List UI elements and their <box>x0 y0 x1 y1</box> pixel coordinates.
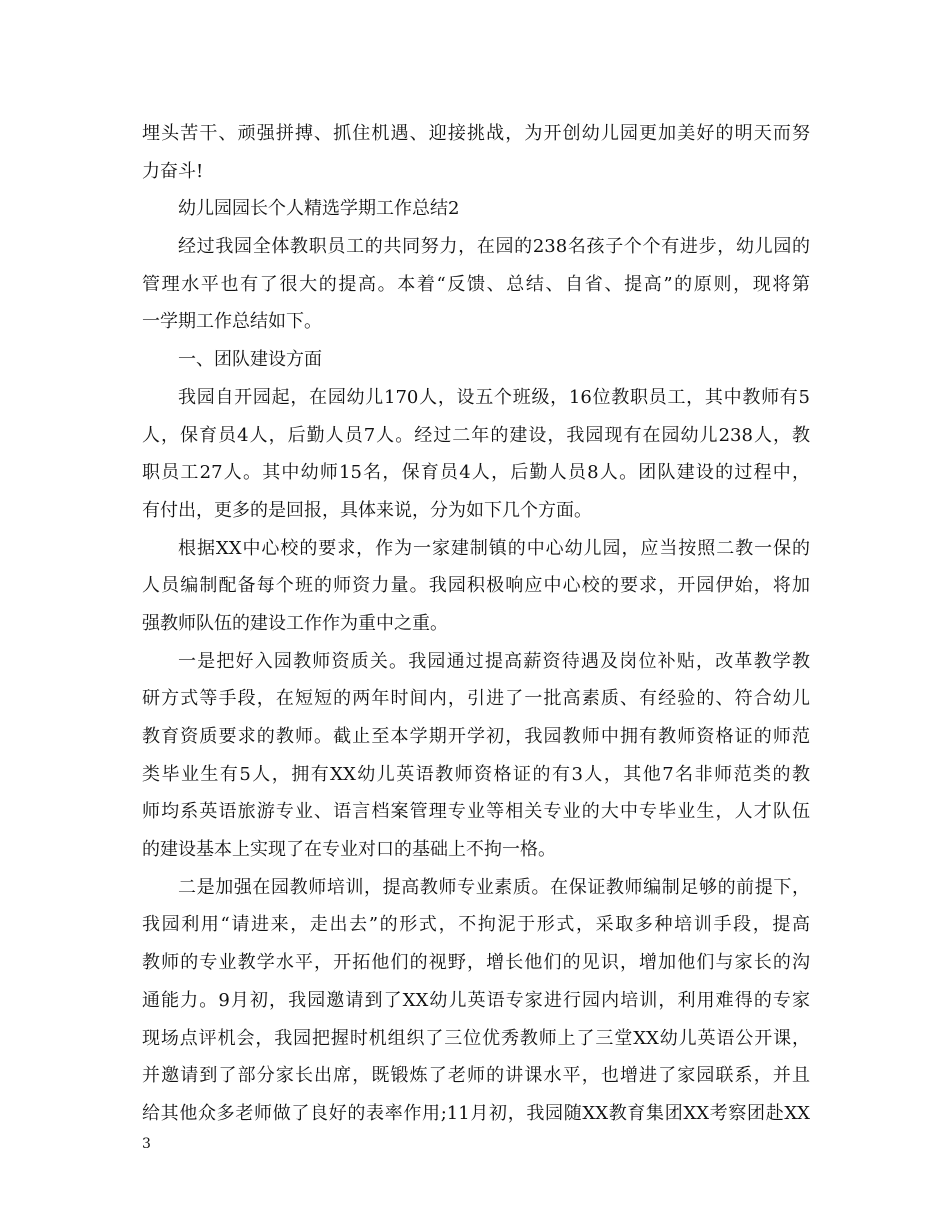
text-line: 力奋斗! <box>142 160 204 182</box>
text-line: 给其他众多老师做了良好的表率作用;11月初，我园随XX教育集团XX考察团赴XX <box>142 1102 810 1124</box>
section-heading: 一、团队建设方面 <box>178 349 322 371</box>
text-line: 有付出，更多的是回报，具体来说，分为如下几个方面。 <box>142 499 592 521</box>
text-line: 我园自开园起，在园幼儿170人，设五个班级，16位教职员工，其中教师有5 <box>178 386 810 408</box>
document-body <box>142 115 810 1133</box>
text-line: 类毕业生有5人，拥有XX幼儿英语教师资格证的有3人，其他7名非师范类的教 <box>142 763 810 785</box>
text-line: 强教师队伍的建设工作作为重中之重。 <box>142 612 448 634</box>
text-line: 经过我园全体教职员工的共同努力，在园的238名孩子个个有进步，幼儿园的 <box>178 236 810 258</box>
text-line: 通能力。9月初，我园邀请到了XX幼儿英语专家进行园内培训，利用难得的专家 <box>142 989 810 1011</box>
text-line: 教育资质要求的教师。截止至本学期开学初，我园教师中拥有教师资格证的师范 <box>142 726 810 747</box>
text-line: 职员工27人。其中幼师15名，保育员4人，后勤人员8人。团队建设的过程中， <box>142 462 810 484</box>
text-line: 研方式等手段，在短短的两年时间内，引进了一批高素质、有经验的、符合幼儿 <box>142 688 810 710</box>
text-line: 管理水平也有了很大的提高。本着“反馈、总结、自省、提高”的原则，现将第 <box>142 273 810 295</box>
text-line: 人，保育员4人，后勤人员7人。经过二年的建设，我园现有在园幼儿238人，教 <box>142 424 810 446</box>
text-line: 一是把好入园教师资质关。我园通过提高薪资待遇及岗位补贴，改革教学教 <box>178 650 810 672</box>
section-heading: 幼儿园园长个人精选学期工作总结2 <box>178 198 460 220</box>
text-line: 的建设基本上实现了在专业对口的基础上不拘一格。 <box>142 839 556 861</box>
text-line: 一学期工作总结如下。 <box>142 311 322 333</box>
text-line: 根据XX中心校的要求，作为一家建制镇的中心幼儿园，应当按照二教一保的 <box>178 537 810 559</box>
text-line: 教师的专业教学水平，开拓他们的视野，增长他们的见识，增加他们与家长的沟 <box>142 952 810 974</box>
text-line: 现场点评机会，我园把握时机组织了三位优秀教师上了三堂XX幼儿英语公开课， <box>142 1027 810 1049</box>
text-line: 埋头苦干、顽强拼搏、抓住机遇、迎接挑战，为开创幼儿园更加美好的明天而努 <box>142 123 810 144</box>
text-line: 并邀请到了部分家长出席，既锻炼了老师的讲课水平，也增进了家园联系，并且 <box>142 1065 810 1087</box>
text-line: 人员编制配备每个班的师资力量。我园积极响应中心校的要求，开园伊始，将加 <box>142 575 810 597</box>
page-number: 3 <box>142 1136 151 1152</box>
text-line: 我园利用“请进来，走出去”的形式，不拘泥于形式，采取多种培训手段，提高 <box>142 914 810 936</box>
text-line: 二是加强在园教师培训，提高教师专业素质。在保证教师编制足够的前提下， <box>178 876 810 898</box>
text-line: 师均系英语旅游专业、语言档案管理专业等相关专业的大中专毕业生，人才队伍 <box>142 801 810 823</box>
